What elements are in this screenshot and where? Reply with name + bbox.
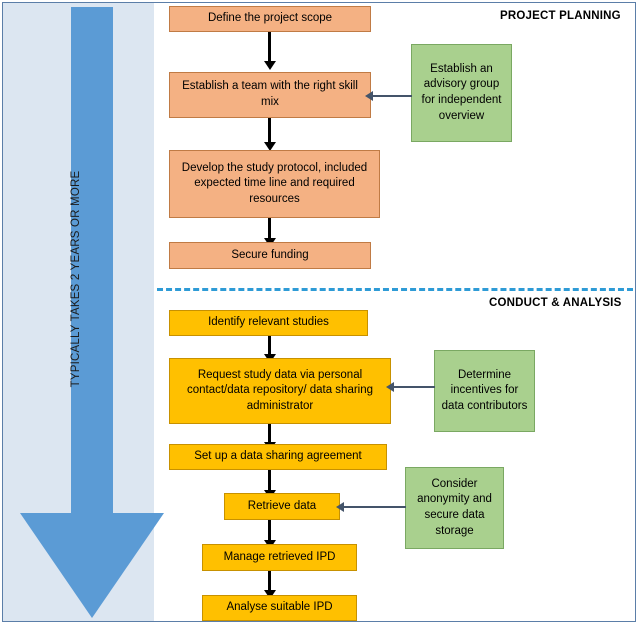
step-manage-retrieved-ipd[interactable]: Manage retrieved IPD xyxy=(202,544,357,571)
section-title-planning: PROJECT PLANNING xyxy=(500,10,621,22)
note-2-connector xyxy=(393,386,435,388)
step-secure-funding[interactable]: Secure funding xyxy=(169,242,371,269)
step-data-sharing-agreement[interactable]: Set up a data sharing agreement xyxy=(169,444,387,470)
connector-2 xyxy=(268,118,271,144)
section-title-conduct: CONDUCT & ANALYSIS xyxy=(489,297,622,309)
step-develop-study-protocol[interactable]: Develop the study protocol, included expected time line and required resources xyxy=(169,150,380,218)
step-identify-relevant-studies[interactable]: Identify relevant studies xyxy=(169,310,368,336)
connector-7 xyxy=(268,520,271,542)
timeline-label: TYPICALLY TAKES 2 YEARS OR MORE xyxy=(70,170,82,388)
connector-6 xyxy=(268,470,271,492)
note-3-connector-head xyxy=(336,502,344,512)
connector-1-head xyxy=(264,61,276,70)
step-define-project-scope[interactable]: Define the project scope xyxy=(169,6,371,32)
note-1-connector-head xyxy=(365,91,373,101)
note-consider-anonymity[interactable]: Consider anonymity and secure data storage xyxy=(405,467,504,549)
connector-1 xyxy=(268,32,271,63)
note-3-connector xyxy=(343,506,406,508)
connector-8 xyxy=(268,571,271,592)
section-divider xyxy=(157,288,633,291)
connector-3 xyxy=(268,218,271,240)
connector-5 xyxy=(268,424,271,444)
step-request-study-data[interactable]: Request study data via personal contact/data repository/ data sharing administrator xyxy=(169,358,391,424)
step-analyse-suitable-ipd[interactable]: Analyse suitable IPD xyxy=(202,595,357,621)
note-determine-incentives[interactable]: Determine incentives for data contributors xyxy=(434,350,535,432)
timeline-panel xyxy=(3,3,154,621)
note-2-connector-head xyxy=(386,382,394,392)
step-establish-team[interactable]: Establish a team with the right skill mix xyxy=(169,72,371,118)
step-retrieve-data[interactable]: Retrieve data xyxy=(224,493,340,520)
note-advisory-group[interactable]: Establish an advisory group for independent overview xyxy=(411,44,512,142)
timeline-arrow-head xyxy=(20,513,164,618)
connector-4 xyxy=(268,336,271,356)
note-1-connector xyxy=(372,95,412,97)
